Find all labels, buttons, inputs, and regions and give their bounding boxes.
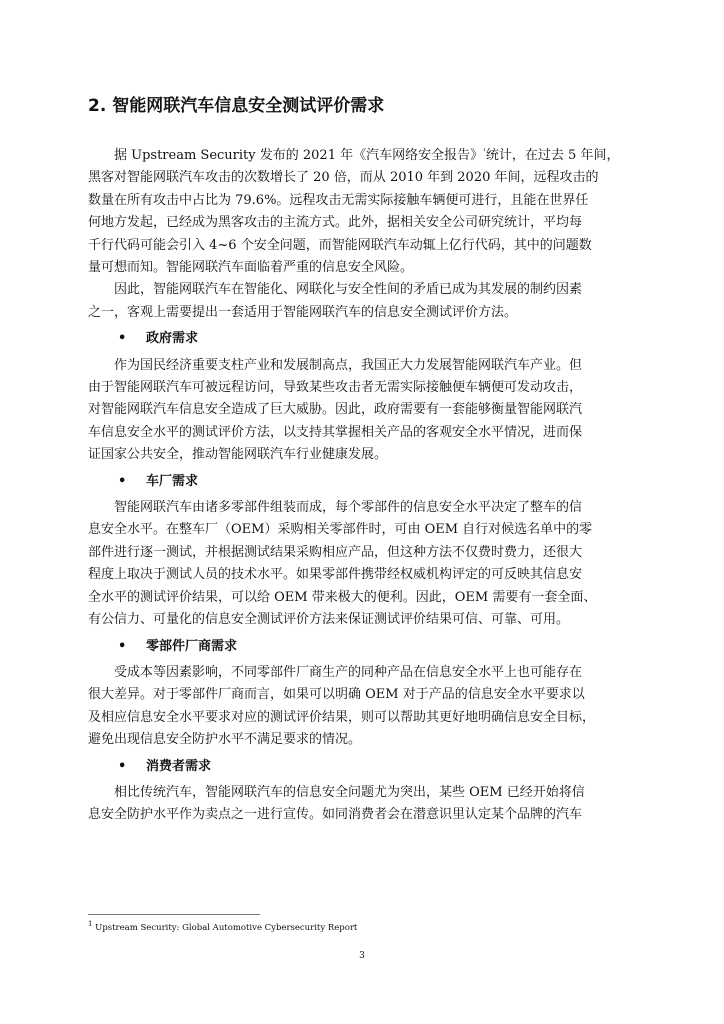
footnote-text: Upstream Security: Global Automotive Cybersecurity Report bbox=[95, 923, 358, 933]
government-paragraph: 作为国民经济重要支柱产业和发展制高点，我国正大力发展智能网联汽车产业。但 bbox=[114, 357, 583, 373]
oem-paragraph-line: 有公信力、可量化的信息安全测试评价方法来保证测试评价结果可信、可靠、可用。 bbox=[88, 612, 570, 628]
bullet-heading-oem: • 车厂需求 bbox=[88, 471, 642, 493]
government-paragraph-line: 对智能网联汽车信息安全造成了巨大威胁。因此，政府需要有一套能够衡量智能网联汽 bbox=[88, 402, 583, 418]
intro-paragraph-2: 因此，智能网联汽车在智能化、网联化与安全性间的矛盾已成为其发展的制约因素 bbox=[114, 282, 583, 298]
body-text bbox=[88, 145, 642, 827]
bullet-icon: • bbox=[118, 473, 127, 489]
government-paragraph-line: 车信息安全水平的测试评价方法，以支持其掌握相关产品的客观安全水平情况，进而保 bbox=[88, 424, 583, 440]
bullet-icon: • bbox=[118, 331, 127, 347]
bullet-heading-government: • 政府需求 bbox=[88, 328, 642, 350]
supplier-paragraph: 受成本等因素影响，不同零部件厂商生产的同种产品在信息安全水平上也可能存在 bbox=[114, 664, 583, 680]
section-heading: 2. 智能网联汽车信息安全测试评价需求 bbox=[88, 96, 385, 116]
oem-paragraph-line: 部件进行逐一测试，并根据测试结果采购相应产品，但这种方法不仅费时费力，还很大 bbox=[88, 544, 583, 560]
intro-paragraph-2-line: 之一，客观上需要提出一套适用于智能网联汽车的信息安全测试评价方法。 bbox=[88, 304, 518, 320]
consumer-paragraph: 相比传统汽车，智能网联汽车的信息安全问题尤为突出，某些 OEM 已经开始将信 bbox=[114, 784, 585, 800]
intro-paragraph-1-line: 量可想而知。智能网联汽车面临着严重的信息安全风险。 bbox=[88, 260, 414, 276]
supplier-paragraph-line: 很大差异。对于零部件厂商而言，如果可以明确 OEM 对于产品的信息安全水平要求以 bbox=[88, 687, 585, 703]
supplier-paragraph-line: 及相应信息安全水平要求对应的测试评价结果，则可以帮助其更好地明确信息安全目标， bbox=[88, 709, 596, 725]
footnote-ref[interactable]: ¹ bbox=[483, 147, 486, 156]
intro-paragraph-1-line: 千行代码可能会引入 4~6 个安全问题，而智能网联汽车动辄上亿行代码，其中的问题数 bbox=[88, 237, 592, 253]
oem-paragraph: 智能网联汽车由诸多零部件组装而成，每个零部件的信息安全水平决定了整车的信 bbox=[114, 500, 583, 516]
intro-paragraph-1: 据 Upstream Security 发布的 2021 年《汽车网络安全报告》$^{^1}$统计，在过去 5 年间， bbox=[114, 147, 620, 163]
oem-paragraph-line: 程度上取决于测试人员的技术水平。如果零部件携带经权威机构评定的可反映其信息安 bbox=[88, 567, 583, 583]
government-paragraph-line: 证国家公共安全，推动智能网联汽车行业健康发展。 bbox=[88, 447, 388, 463]
footnote-divider bbox=[88, 914, 260, 915]
footnote bbox=[88, 922, 642, 934]
consumer-paragraph-line: 息安全防护水平作为卖点之一进行宣传。如同消费者会在潜意识里认定某个品牌的汽车 bbox=[88, 807, 583, 823]
bullet-heading-supplier: • 零部件厂商需求 bbox=[88, 636, 642, 658]
intro-paragraph-1-line: 数量在所有攻击中占比为 79.6%。远程攻击无需实际接触车辆便可进行，且能在世界任 bbox=[88, 192, 589, 208]
bullet-heading-consumer: • 消费者需求 bbox=[88, 756, 642, 778]
government-paragraph-line: 由于智能网联汽车可被远程访问，导致某些攻击者无需实际接触便车辆便可发动攻击， bbox=[88, 380, 583, 396]
bullet-icon: • bbox=[118, 638, 127, 654]
bullet-icon: • bbox=[118, 758, 127, 774]
oem-paragraph-line: 息安全水平。在整车厂（OEM）采购相关零部件时，可由 OEM 自行对候选名单中的零 bbox=[88, 522, 593, 538]
supplier-paragraph-line: 避免出现信息安全防护水平不满足要求的情况。 bbox=[88, 732, 362, 748]
footnote-marker: 1 bbox=[88, 920, 93, 929]
intro-paragraph-1-line: 何地方发起，已经成为黑客攻击的主流方式。此外，据相关安全公司研究统计，平均每 bbox=[88, 215, 583, 231]
page-number: 3 bbox=[359, 951, 365, 961]
oem-paragraph-line: 全水平的测试评价结果，可以给 OEM 带来极大的便利。因此，OEM 需要有一套全面、 bbox=[88, 589, 597, 605]
intro-paragraph-1-line: 黑客对智能网联汽车攻击的次数增长了 20 倍，而从 2010 年到 2020 年间，远程攻击的 bbox=[88, 170, 599, 186]
